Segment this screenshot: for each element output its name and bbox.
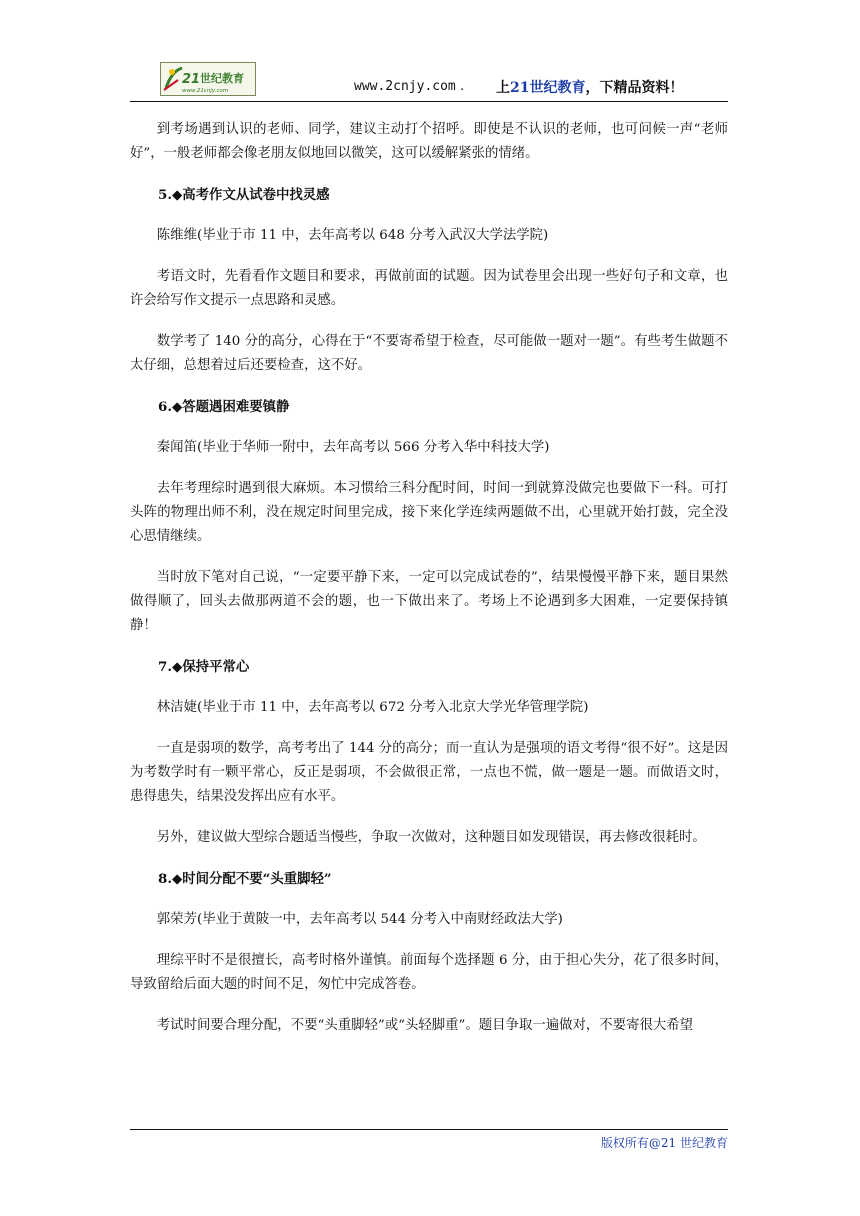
student-info: 陈维维(毕业于市 11 中，去年高考以 648 分考入武汉大学法学院) [156, 228, 549, 243]
section-heading-6: 6.◆答题遇困难要镇静 [158, 399, 290, 415]
paragraph: 一直是弱项的数学，高考考出了 144 分的高分；而一直认为是强项的语文考得“很不好”。这是因为考数学时有一颗平常心，反正是弱项，不会做很正常，一点也不慌，做一题是一题。而做语文时，患得患失，结果没发挥出应有水平。 [130, 741, 728, 804]
paragraph: 考试时间要合理分配，不要“头重脚轻”或“头轻脚重”。题目争取一遍做对，不要寄很大希望 [156, 1018, 694, 1033]
paragraph: 数学考了 140 分的高分，心得在于“不要寄希望于检查，尽可能做一题对一题”。有些考生做题不太仔细，总想着过后还要检查，这不好。 [130, 334, 728, 373]
svg-text:世纪教育: 世纪教育 [200, 72, 244, 85]
student-info: 林洁婕(毕业于市 11 中，去年高考以 672 分考入北京大学光华管理学院) [156, 700, 589, 715]
slogan-brand: 21世纪教育 [510, 80, 586, 96]
paragraph: 考语文时，先看看作文题目和要求，再做前面的试题。因为试卷里会出现一些好句子和文章，也许会给写作文提示一点思路和灵感。 [130, 269, 728, 308]
student-info: 秦闻笛(毕业于华师一附中，去年高考以 566 分考入华中科技大学) [156, 440, 550, 455]
paragraph: 到考场遇到认识的老师、同学，建议主动打个招呼。即使是不认识的老师，也可问候一声“老师好”，一般老师都会像老朋友似地回以微笑，这可以缓解紧张的情绪。 [130, 122, 728, 161]
svg-text:21: 21 [182, 72, 201, 87]
header-divider [130, 101, 728, 102]
paragraph: 另外，建议做大型综合题适当慢些，争取一次做对，这种题目如发现错误，再去修改很耗时。 [156, 830, 706, 845]
svg-text:www.21cnjy.com: www.21cnjy.com [182, 88, 229, 94]
student-info: 郭荣芳(毕业于黄陂一中，去年高考以 544 分考入中南财经政法大学) [156, 912, 563, 927]
article-body [130, 118, 728, 1055]
section-heading-5: 5.◆高考作文从试卷中找灵感 [158, 187, 330, 203]
paragraph: 当时放下笔对自己说，“一定要平静下来，一定可以完成试卷的”，结果慢慢平静下来，题目果然做得顺了，回头去做那两道不会的题，也一下做出来了。考场上不论遇到多大困难，一定要保持镇静！ [130, 570, 728, 633]
header-site-url[interactable]: www.2cnjy.com [354, 79, 456, 94]
header-separator: . [460, 79, 465, 94]
footer-copyright: 版权所有@21 世纪教育 [600, 1136, 728, 1150]
footer-divider [130, 1129, 728, 1130]
page-header [130, 56, 728, 102]
site-logo [160, 62, 256, 96]
section-heading-7: 7.◆保持平常心 [158, 659, 250, 675]
paragraph: 去年考理综时遇到很大麻烦。本习惯给三科分配时间，时间一到就算没做完也要做下一科。可打头阵的物理出师不利，没在规定时间里完成，接下来化学连续两题做不出，心里就开始打鼓，完全没心思情继续。 [130, 481, 728, 544]
section-heading-8: 8.◆时间分配不要“头重脚轻” [158, 871, 332, 887]
paragraph: 理综平时不是很擅长，高考时格外谨慎。前面每个选择题 6 分，由于担心失分，花了很多时间，导致留给后面大题的时间不足，匆忙中完成答卷。 [130, 953, 728, 992]
slogan-prefix: 上 [496, 80, 510, 96]
slogan-suffix: ，下精品资料！ [585, 80, 684, 96]
header-slogan [496, 77, 683, 97]
